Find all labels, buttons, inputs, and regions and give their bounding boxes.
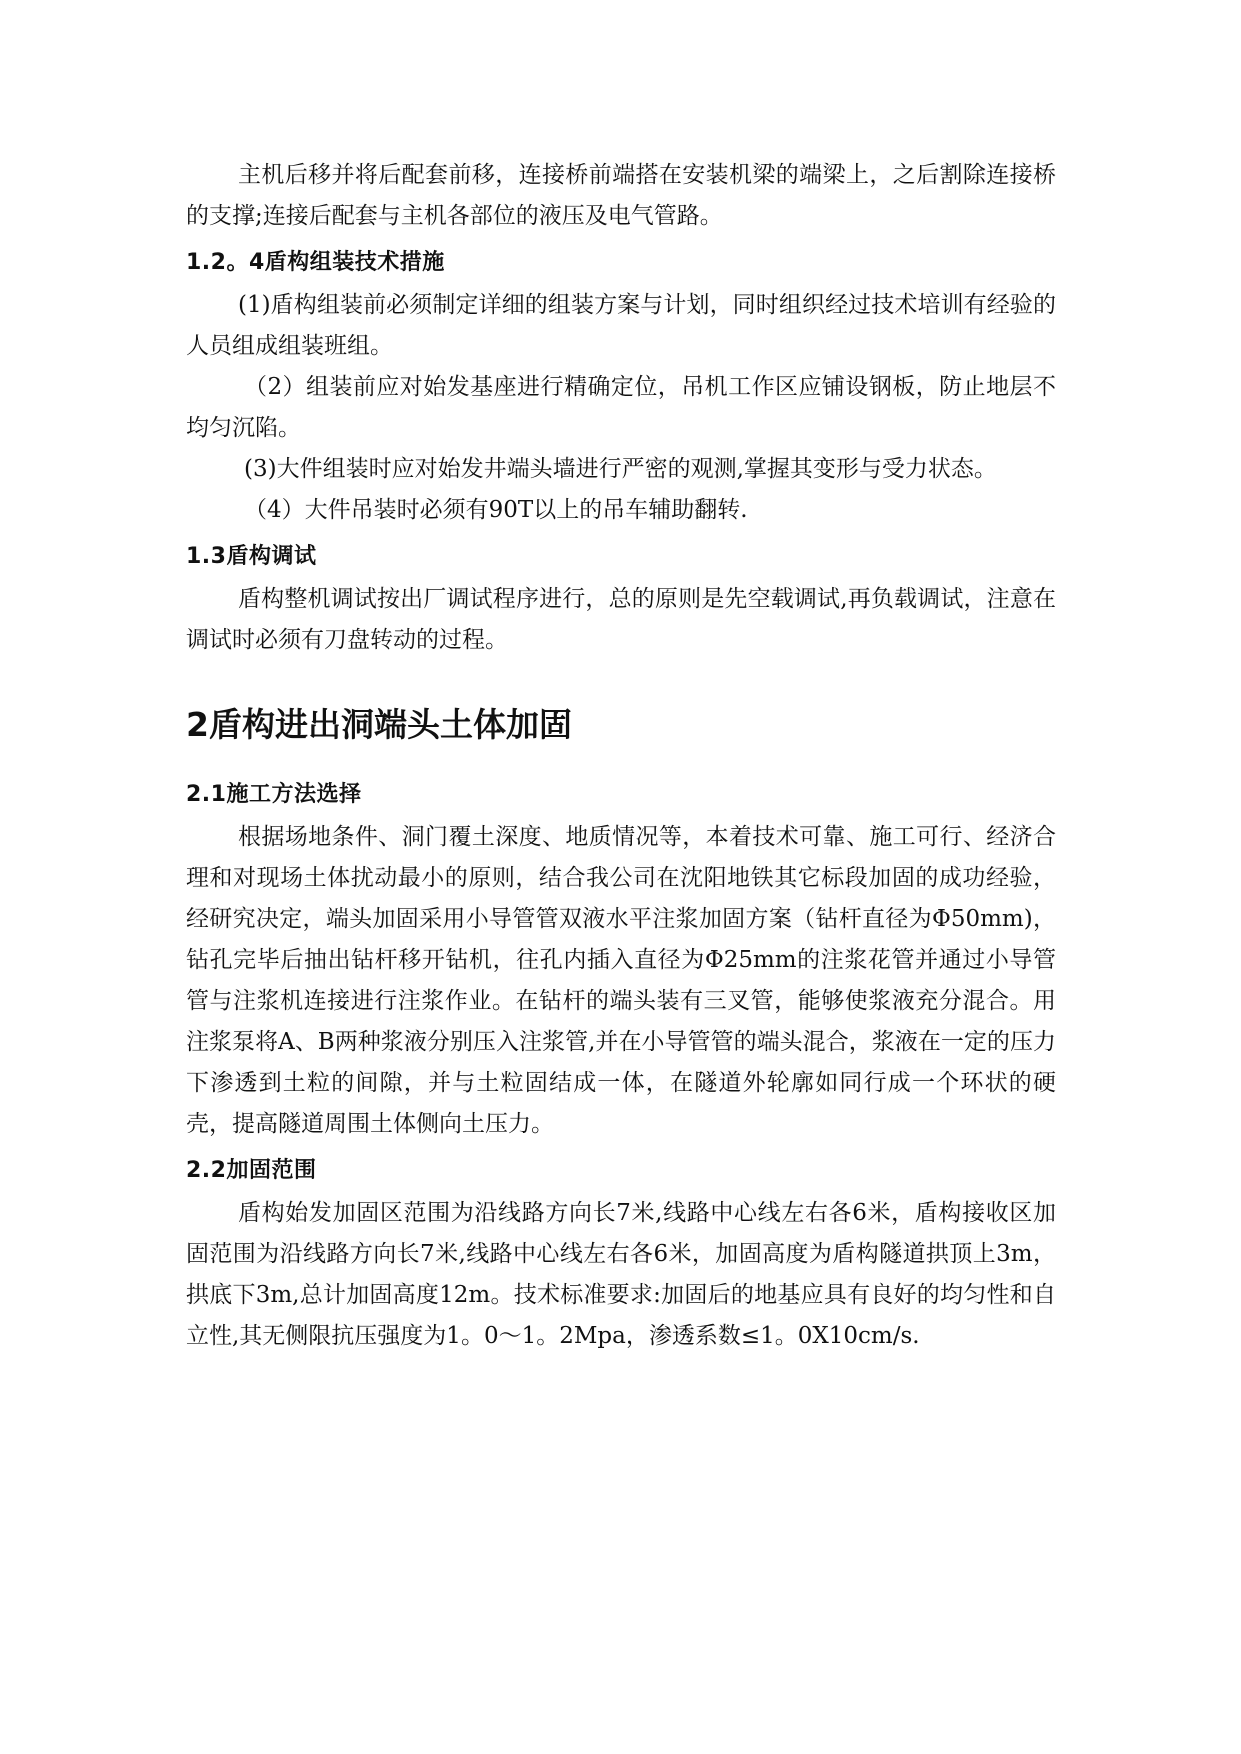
heading-2-1: 2.1施工方法选择 [186, 782, 362, 807]
heading-1-3: 1.3盾构调试 [186, 544, 317, 569]
paragraph-crane-lifting: （4）大件吊装时必须有90T以上的吊车辅助翻转. [244, 497, 748, 523]
paragraph-assembly-plan: (1)盾构组装前必须制定详细的组装方案与计划，同时组织经过技术培训有经验的人员组成组装班组。 [186, 292, 1056, 359]
heading-chapter-2: 2盾构进出洞端头土体加固 [186, 705, 572, 744]
paragraph-construction-method: 根据场地条件、洞门覆土深度、地质情况等，本着技术可靠、施工可行、经济合理和对现场土体扰动最小的原则，结合我公司在沈阳地铁其它标段加固的成功经验，经研究决定，端头加固采用小导管管双液水平注浆加固方案（钻杆直径为Φ50mm)，钻孔完毕后抽出钻杆移开钻机，往孔内插入直径为Φ25mm的注浆花管并通过小导管管与注浆机连接进行注浆作业。在钻杆的端头装有三叉管，能够使浆液充分混合。用注浆泵将A、B两种浆液分别压入注浆管,并在小导管管的端头混合，浆液在一定的压力下渗透到土粒的间隙，并与土粒固结成一体，在隧道外轮廓如同行成一个环状的硬壳，提高隧道周围土体侧向土压力。 [186, 824, 1056, 1137]
paragraph-wall-observation: (3)大件组装时应对始发井端头墙进行严密的观测,掌握其变形与受力状态。 [244, 456, 997, 482]
paragraph-connection-bridge: 主机后移并将后配套前移，连接桥前端搭在安装机梁的端梁上，之后割除连接桥的支撑;连接后配套与主机各部位的液压及电气管路。 [186, 162, 1056, 229]
paragraph-reinforcement-range: 盾构始发加固区范围为沿线路方向长7米,线路中心线左右各6米，盾构接收区加固范围为沿线路方向长7米,线路中心线左右各6米，加固高度为盾构隧道拱顶上3m，拱底下3m,总计加固高度12m。技术标准要求:加固后的地基应具有良好的均匀性和自立性,其无侧限抗压强度为1。0～1。2Mpa，渗透系数≤1。0X10cm/s. [186, 1200, 1056, 1349]
document-body [186, 155, 1056, 1357]
paragraph-base-positioning: （2）组装前应对始发基座进行精确定位，吊机工作区应铺设钢板，防止地层不均匀沉陷。 [186, 374, 1056, 441]
heading-2-2: 2.2加固范围 [186, 1158, 317, 1183]
heading-1-2-4: 1.2。4盾构组装技术措施 [186, 250, 445, 275]
paragraph-commissioning: 盾构整机调试按出厂调试程序进行，总的原则是先空载调试,再负载调试，注意在调试时必须有刀盘转动的过程。 [186, 586, 1056, 653]
